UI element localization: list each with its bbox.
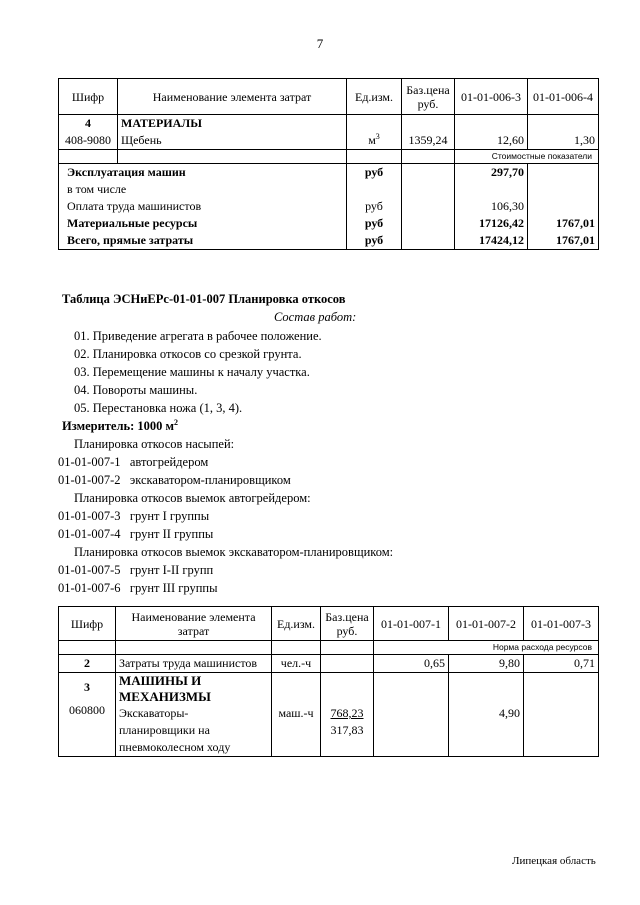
col-header-code: Шифр (59, 607, 116, 641)
col-header-rate-3: 01-01-007-3 (524, 607, 599, 641)
materials-price: 1359,24 (408, 133, 448, 147)
machines-row (59, 673, 599, 757)
step-item: 04. Повороты машины. (74, 383, 198, 397)
cost-v1-4: 17424,12 (479, 233, 524, 247)
resource-table-1 (58, 78, 599, 250)
item-code: 01-01-007-3 (58, 509, 121, 523)
labor-rate-1: 0,65 (374, 655, 449, 673)
col-header-rate-2: 01-01-006-4 (528, 79, 599, 115)
materials-num: 4 (85, 116, 91, 130)
cost-name-1: в том числе (67, 182, 127, 196)
item-row (58, 561, 213, 579)
machines-unit: маш.-ч (278, 706, 314, 720)
item-code: 01-01-007-5 (58, 563, 121, 577)
labor-unit: чел.-ч (272, 655, 321, 673)
meter-label: Измеритель: 1000 $м^2$ (62, 417, 179, 433)
meter-sup: 2 (174, 417, 179, 427)
machines-price-1: 768,23 (330, 706, 364, 720)
labor-num: 2 (59, 655, 116, 673)
item-text: грунт III группы (129, 581, 218, 595)
item-text: грунт I-II групп (129, 563, 214, 577)
footer-region: Липецкая область (512, 855, 596, 867)
machines-rate-2: 4,90 (499, 706, 520, 720)
norm-header-row (59, 641, 599, 655)
labor-rate-3: 0,71 (524, 655, 599, 673)
cost-row (59, 164, 599, 250)
cost-header: Стоимостные показатели (455, 150, 599, 164)
col-header-rate-1: 01-01-006-3 (455, 79, 528, 115)
cost-name-4: Всего, прямые затраты (67, 233, 194, 247)
item-code: 01-01-007-1 (58, 455, 121, 469)
group-heading-2: Планировка откосов выемок автогрейдером: (74, 491, 311, 505)
resource-table-2 (58, 606, 599, 757)
table-header-row (59, 79, 599, 115)
item-row (58, 579, 217, 597)
composition-label: Состав работ: (274, 310, 357, 324)
step-item: 02. Планировка откосов со срезкой грунта. (74, 347, 302, 361)
step-item: 03. Перемещение машины к началу участка. (74, 365, 310, 379)
materials-row (59, 115, 599, 150)
item-code: 01-01-007-4 (58, 527, 121, 541)
cost-unit-2: руб (365, 199, 383, 213)
cost-name-3: Материальные ресурсы (67, 216, 198, 230)
col-header-price: Баз.цена руб. (402, 79, 455, 115)
machines-price-2: 317,83 (330, 723, 364, 737)
cost-v1-3: 17126,42 (479, 216, 524, 230)
cost-header-row (59, 150, 599, 164)
norm-header: Норма расхода ресурсов (374, 641, 599, 655)
item-row (58, 471, 291, 489)
materials-rate-2: 1,30 (574, 133, 595, 147)
cost-name-2: Оплата труда машинистов (67, 199, 202, 213)
cost-name-0: Эксплуатация машин (67, 165, 186, 179)
machines-title-1: МАШИНЫ И (119, 673, 202, 688)
col-header-unit: Ед.изм. (347, 79, 402, 115)
item-code: 01-01-007-6 (58, 581, 121, 595)
materials-rate-1: 12,60 (497, 133, 524, 147)
step-item: 05. Перестановка ножа (1, 3, 4). (74, 401, 243, 415)
cost-unit-4: руб (364, 233, 384, 247)
col-header-rate-2: 01-01-007-2 (449, 607, 524, 641)
item-row (58, 453, 208, 471)
item-text: грунт I группы (129, 509, 210, 523)
col-header-rate-1: 01-01-007-1 (374, 607, 449, 641)
materials-title: МАТЕРИАЛЫ (121, 116, 202, 130)
group-heading-3: Планировка откосов выемок экскаватором-планировщиком: (74, 545, 394, 559)
col-header-name: Наименование элемента затрат (118, 79, 347, 115)
labor-name: Затраты труда машинистов (116, 655, 272, 673)
labor-rate-2: 9,80 (449, 655, 524, 673)
machines-code: 060800 (69, 703, 105, 717)
item-text: грунт II группы (129, 527, 214, 541)
col-header-code: Шифр (59, 79, 118, 115)
step-item: 01. Приведение агрегата в рабочее положение. (74, 329, 322, 343)
cost-unit-3: руб (364, 216, 384, 230)
item-row (58, 525, 213, 543)
section-title: Таблица ЭСНиЕРс-01-01-007 Планировка откосов (62, 292, 346, 306)
cost-unit-0: руб (364, 165, 384, 179)
item-row (58, 507, 209, 525)
table-header-row (59, 607, 599, 641)
col-header-unit: Ед.изм. (272, 607, 321, 641)
materials-unit-sup: 3 (375, 132, 380, 141)
cost-v2-4: 1767,01 (556, 233, 595, 247)
col-header-price: Баз.цена руб. (321, 607, 374, 641)
page-number: 7 (316, 36, 324, 51)
item-code: 01-01-007-2 (58, 473, 121, 487)
item-text: экскаватором-планировщиком (129, 473, 291, 487)
col-header-name: Наименование элемента затрат (116, 607, 272, 641)
materials-unit: м (368, 133, 376, 147)
labor-row (59, 655, 599, 673)
cost-v1-0: 297,70 (491, 165, 524, 179)
materials-name: Щебень (121, 133, 162, 147)
machines-name-2: планировщики на (119, 723, 210, 737)
machines-num: 3 (84, 680, 90, 694)
group-heading-1: Планировка откосов насыпей: (74, 437, 235, 451)
materials-code: 408-9080 (65, 133, 111, 147)
machines-name-1: Экскаваторы- (119, 706, 189, 720)
steps-list (74, 327, 322, 417)
machines-title-2: МЕХАНИЗМЫ (119, 689, 211, 704)
cost-v1-2: 106,30 (491, 199, 524, 213)
cost-v2-3: 1767,01 (556, 216, 595, 230)
machines-name-3: пневмоколесном ходу (119, 740, 231, 754)
item-text: автогрейдером (129, 455, 209, 469)
